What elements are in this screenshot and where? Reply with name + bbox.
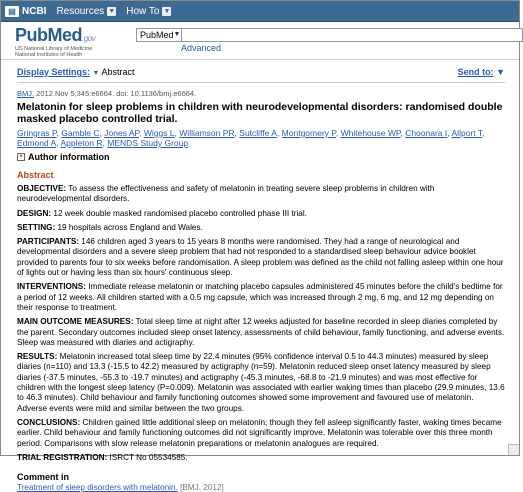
author-information-label: Author information [28,152,110,162]
author-list: Gringras P, Gamble C, Jones AP, Wiggs L, Williamson PR, Sutcliffe A, Montgomery P, Whitehouse WP, Choonara I, Allport T, Edmond A, Appleton R, MENDS Study Group [17,128,485,148]
pubmed-wordmark [15,25,95,46]
abstract-paragraph [17,418,505,449]
section-heading: INTERVENTIONS: [17,282,86,292]
section-heading: SETTING: [17,222,56,232]
comment-article-link[interactable]: Treatment of sleep disorders with melatonin. [17,483,178,492]
logo-subtitle-1: US National Library of Medicine [15,46,93,52]
window-resize-corner[interactable] [508,444,519,455]
section-text: ISRCT No 05534585. [107,452,188,462]
author-link[interactable]: Sutcliffe A [239,128,277,138]
section-heading: RESULTS: [17,352,58,362]
ncbi-logo[interactable] [5,6,46,17]
author-link[interactable]: Williamson PR [179,128,235,138]
section-text: Melatonin increased total sleep time by 22.4 minutes (95% confidence interval 0.5 to 44.3 minutes) measured by sleep diaries (n=110) and 13.3 (-15.5 to 42.2) measured by actigraphy (n=59). Melatonin reduced sleep onset latency measured by sleep diaries (-37.5 minutes, -55.3 to -19.7 minutes) and actigraphy (-45.3 minutes, -68.8 to -21.9 minutes) and was most effective for children with the longest sleep latency (P=0.009). Melatonin was associated with earlier waking times than placebo (29.9 minutes, 13.6 to 46.3 minutes). Child behaviour and family functioning outcomes showed some improvement and favoured use of melatonin. Adverse events were mild and similar between the two groups. [17,352,505,413]
display-settings [17,67,135,77]
section-text: Children gained little additional sleep on melatonin; though they fell asleep significantly faster, waking times became earlier. Child behaviour and family functioning outcomes did not significantly improve. Melatonin was tolerable over this three month period. Comparisons with slow release melatonin preparations or melatonin analogues are required. [17,417,502,448]
send-to[interactable] [458,67,505,77]
author-link[interactable]: Wiggs L [143,128,175,138]
abstract-sections [17,184,505,463]
logo-med: Med [47,25,82,45]
chevron-down-icon: ▼ [173,31,181,38]
journal-link[interactable]: BMJ. [17,89,35,98]
ncbi-logo-text: NCBI [22,5,47,17]
triangle-down-icon: ▼ [496,67,505,77]
author-link[interactable]: Appleton R [60,138,103,148]
search-input[interactable] [181,28,523,42]
section-text: 12 week double masked randomised placebo controlled phase III trial. [51,208,307,218]
article-content [17,89,505,492]
section-text: To assess the effectiveness and safety of melatonin in treating severe sleep problems in children with neurodevelopmental disorders. [17,184,435,204]
comment-source: [BMJ. 2012] [177,483,224,492]
display-format: Abstract [101,67,135,77]
send-to-link[interactable]: Send to: [457,67,494,77]
display-settings-row [17,67,505,77]
citation-details: 2012 Nov 5;345:e6664. doi: 10.1136/bmj.e6664. [34,89,197,98]
section-text: 146 children aged 3 years to 15 years 8 months were randomised. They had a range of neurological and developmental disorders and a severe sleep problem that had not responded to a standardised sleep behaviour advice booklet provided to parents four to six weeks before randomisation. A sleep problem was defined as the child not falling asleep within one hour of lights out or having less than six hours' continuous sleep. [17,237,504,278]
search-header [1,22,519,60]
section-heading: OBJECTIVE: [17,184,67,193]
ncbi-logo-icon: ▤ [5,6,19,17]
divider [17,82,505,83]
author-link[interactable]: MENDS Study Group [107,138,189,148]
ncbi-top-bar [1,1,519,22]
author-information-toggle[interactable] [17,152,505,162]
abstract-paragraph [17,282,505,313]
abstract-paragraph [17,184,505,205]
comment-entry [17,483,505,492]
database-select-value: PubMed [140,30,174,40]
abstract-paragraph [17,352,505,414]
author-link[interactable]: Jones AP [104,128,140,138]
abstract-paragraph [17,453,505,463]
pubmed-logo[interactable] [15,25,95,58]
author-link[interactable]: Whitehouse WP [340,128,401,138]
section-text: Total sleep time at night after 12 weeks adjusted for baseline recorded in sleep diaries completed by the parent. Secondary outcomes included sleep onset latency, assessments of child behaviour, family functioning, and adverse events. Sleep was measured with diaries and actigraphy. [17,317,505,347]
section-heading: TRIAL REGISTRATION: [17,452,108,462]
author-link[interactable]: Edmond A [17,138,57,148]
advanced-search-link[interactable]: Advanced [181,43,222,53]
abstract-paragraph [17,317,505,348]
chevron-down-icon: ▼ [108,7,116,15]
abstract-paragraph [17,209,505,219]
abstract-paragraph [17,237,505,278]
logo-pub: Pub [15,25,48,45]
how-to-menu[interactable] [126,6,171,17]
expand-plus-icon: + [17,153,25,161]
author-link[interactable]: Gringras P [17,128,57,138]
citation [17,89,505,98]
chevron-down-icon: ▼ [163,7,171,15]
database-select[interactable] [136,28,184,42]
author-link[interactable]: Allport T [451,128,483,138]
comment-in-heading: Comment in [17,472,70,483]
author-link[interactable]: Choonara I [405,128,448,138]
abstract-paragraph [17,223,505,233]
section-heading: DESIGN: [17,208,52,218]
resources-menu-label: Resources [56,5,105,17]
author-link[interactable]: Montgomery P [281,128,336,138]
logo-gov: .gov [82,34,96,43]
author-link[interactable]: Gamble C [61,128,100,138]
how-to-menu-label: How To [126,5,160,17]
resources-menu[interactable] [56,6,116,17]
article-title: Melatonin for sleep problems in children with neurodevelopmental disorders: randomised double masked placebo controlled trial. [17,101,503,125]
display-settings-link[interactable]: Display Settings: [17,67,91,77]
abstract-heading: Abstract [17,170,54,180]
section-text: Immediate release melatonin or matching placebo capsules administered 45 minutes before the child's bedtime for a period of 12 weeks. All children started with a 0.5 mg capsule, which was increased through 2 mg, 6 mg, and 12 mg depending on their response to treatment. [17,282,503,312]
logo-subtitle-2: National Institutes of Health [15,52,83,58]
triangle-down-icon: ▼ [92,70,100,77]
section-text: 19 hospitals across England and Wales. [55,222,203,232]
section-heading: PARTICIPANTS: [17,237,80,247]
section-heading: CONCLUSIONS: [17,417,81,427]
section-heading: MAIN OUTCOME MEASURES: [17,317,134,327]
